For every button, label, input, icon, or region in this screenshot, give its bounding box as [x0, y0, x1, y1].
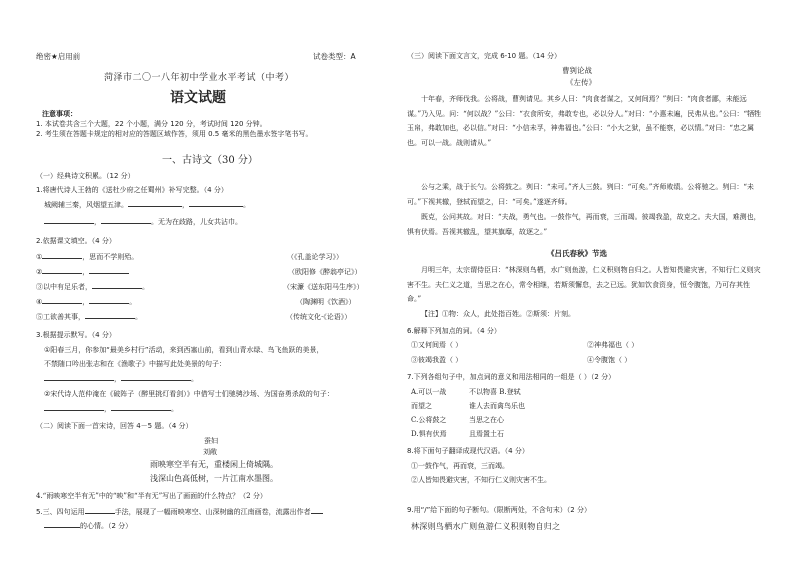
part1-title: 一、古诗文（30 分）: [162, 155, 258, 166]
q2-5: ⑤工欲善其事， 。: [36, 313, 142, 321]
sec3-title: （三）阅读下面文言文，完成 6-10 题。（14 分）: [407, 52, 561, 60]
q1-blank-2[interactable]: [189, 206, 243, 207]
q7-option-a-pair: 不以物喜 B.登轼: [469, 388, 521, 396]
q9-text[interactable]: 林深则鸟栖水广则鱼游仁义积则物自归之: [411, 522, 561, 531]
q3-2a: ②宋代诗人范仲淹在《破阵子（醉里挑灯看剑）》中借写士们驰骋沙场、为国奋勇杀敌的句子：: [44, 390, 334, 398]
text1-title: 曹刿论战: [562, 66, 592, 75]
q2-1-src: （《孔盖论学习》）: [287, 253, 343, 261]
secret-label: 绝密★启用前: [36, 52, 81, 61]
q5-line1: 5.三、四句运用 手法，展现了一幅雨映寒空、山深树幽的江南画卷，流露出作者: [36, 508, 323, 517]
poem-author: 刘敞: [203, 448, 217, 456]
q5-line2: 的心情。（2 分）: [44, 522, 132, 531]
q3-1a: ①阳春三月，你参加“最美乡村行”活动，来到西塞山前，看到山青水绿、鸟飞鱼跃的美景，: [44, 346, 324, 354]
q2-blank-2[interactable]: [42, 273, 82, 274]
text1-para-1: 十年春，齐师伐我。公将战，曹刿请见。其乡人曰：“肉食者谋之，又何间焉？”刿曰：“肉食者鄙，未能远谋。”乃入见。问：“何以战？”公曰：“衣食所安，弗敢专也，必以分人。”对曰：“小惠未遍，民弗从也。”公曰：“牺牲玉帛，弗敢加也，必以信。”对曰：“小信未孚，神弗福也。”公曰：“小大之狱，虽不能察，必以情。”对曰：“忠之属也。可以一战。战则请从。”: [407, 95, 762, 147]
text2-para-1: 月明三年，太宗谓侍臣曰：“林深则鸟栖，水广则鱼游，仁义积则物自归之。人皆知畏避灾害，不知行仁义则灾害不生。夫仁义之道，当思之在心，常令相继，若斯须懈怠，去之已远。犹如饮食资身，恒令腹饱，乃可存其性命。”: [407, 266, 761, 303]
text2-title: 《吕氏春秋》节选: [547, 249, 607, 258]
q1: 1.将唐代诗人王勃的《送杜少府之任蜀州》补写完整。（4 分）: [36, 186, 228, 194]
q7-option-b-pair: 谁人去而禽鸟乐也: [469, 402, 525, 410]
text1-source: 《左传》: [566, 78, 596, 87]
q3-2b: ， 。: [44, 405, 178, 414]
q1-blank-3[interactable]: [44, 223, 94, 224]
poem-line-2: 浅深山色高低树，一片江南水墨图。: [150, 474, 278, 483]
q6-4: ④令腹饱（ ）: [587, 356, 632, 364]
q7-option-c-pair: 当思之在心: [469, 416, 504, 424]
q5-blank-2a[interactable]: [311, 513, 323, 514]
q2-blank-5[interactable]: [85, 318, 135, 319]
q9: 9.用“/”给下面的句子断句。（限断两处，不含句末）（2 分）: [407, 506, 591, 514]
q5-blank-1[interactable]: [85, 513, 115, 514]
q2-blank-1[interactable]: [42, 258, 82, 259]
poem-title: 蚕妇: [204, 437, 218, 445]
subject-title: 语文试题: [170, 90, 226, 106]
q2-4: ④ ， 。: [36, 298, 137, 306]
q8: 8.将下面句子翻译成现代汉语。（4 分）: [407, 447, 529, 455]
q5-blank-2[interactable]: [44, 527, 80, 528]
q3-1b: 不禁随口吟出张志和在《渔歌子》中描写此处美景的句子：: [44, 360, 226, 368]
q1-line2: ， 。无为在歧路，儿女共沾巾。: [44, 218, 242, 227]
q2-3-src: （宋濂《送东阳马生序》）: [283, 283, 364, 291]
q2-1: ① ，思而不学则殆。: [36, 253, 139, 261]
q6-3-answer[interactable]: （ ）: [446, 356, 463, 364]
q1-blank-1[interactable]: [128, 206, 182, 207]
q2-2-src: （欧阳修《醉翁亭记》）: [288, 268, 362, 276]
q6-1-answer[interactable]: （ ）: [446, 341, 463, 349]
text1-para-2: 公与之乘，战于长勺。公将鼓之。刿曰：“未可。”齐人三鼓。刿曰：“可矣。”齐师败绩。公将驰之。刿曰：“未可。”下视其辙，登轼而望之，曰：“可矣。”遂逐齐师。: [407, 183, 754, 206]
q1-blank-4[interactable]: [101, 223, 151, 224]
q7-option-b[interactable]: 而望之: [411, 402, 432, 410]
exam-title: 菏泽市二〇一八年初中学业水平考试（中考）: [104, 73, 295, 83]
q3-blank-2[interactable]: [121, 380, 191, 381]
q1-line1: 城阙辅三秦，风烟望五津。 ， 。: [44, 201, 250, 209]
q7-option-a[interactable]: A.可以一战: [411, 388, 447, 396]
notice-2: 2. 考生须在答题卡规定的相对应的答题区域作答，须用 0.5 毫米的黑色墨水签字笔书写。: [36, 130, 313, 138]
q2: 2.依据课文填空。（4 分）: [36, 237, 116, 245]
q8-1: ①一鼓作气，再而衰，三而竭。: [411, 462, 509, 470]
q6-4-answer[interactable]: （ ）: [615, 356, 632, 364]
q2-4-src: （陶渊明《饮酒》）: [296, 298, 356, 306]
q2-blank-3[interactable]: [92, 288, 142, 289]
q3-1c: ， 。: [44, 375, 198, 384]
q2-blank-4[interactable]: [42, 303, 82, 304]
q2-blank-4b[interactable]: [89, 303, 129, 304]
q3-blank-1[interactable]: [44, 380, 114, 381]
q3: 3.根据提示默写。（4 分）: [36, 331, 116, 339]
paper-type: 试卷类型：A: [313, 52, 356, 61]
right-column: [397, 0, 794, 561]
q7-option-d-pair: 且焉置土石: [469, 430, 504, 438]
q8-2: ②人皆知畏避灾害，不知行仁义则灾害不生。: [411, 476, 551, 484]
q6-1: ①又何间焉（ ）: [411, 341, 463, 349]
notice-1: 1. 本试卷共含三个大题，22 个小题，满分 120 分，考试时间 120 分钟。: [36, 120, 267, 128]
q6-2-answer[interactable]: （ ）: [622, 341, 639, 349]
q7: 7.下列各组句子中，加点词的意义和用法相同的一组是（ ）（2 分）: [407, 373, 616, 381]
q2-3: ③以中有足乐者， 。: [36, 283, 149, 291]
q6-2: ②神弗福也（ ）: [587, 341, 639, 349]
q7-option-d[interactable]: D.惧有伏焉: [411, 430, 447, 438]
sec2-title: （二）阅读下面一首宋诗，回答 4－5 题。（4 分）: [36, 422, 193, 430]
q2-2: ② ，: [36, 268, 129, 277]
q4: 4.“雨映寒空半有无”中的“映”和“半有无”写出了画面的什么特点？（2 分）: [36, 492, 267, 500]
q2-5-src: （传统文化·《论语》）: [286, 313, 352, 321]
note: 【注】①物：众人，此处指百姓。②斯须：片刻。: [421, 310, 575, 318]
notice-title: 注意事项：: [42, 110, 77, 118]
text1-para-3: 既克，公问其故。对曰：“夫战，勇气也。一鼓作气，再而衰，三而竭。彼竭我盈，故克之。夫大国，难测也，惧有伏焉。吾视其辙乱，望其旗靡，故逐之。”: [407, 213, 761, 236]
q3-blank-3[interactable]: [44, 410, 104, 411]
q6: 6.解释下列加点的词。（4 分）: [407, 327, 501, 335]
sec1-title: （一）经典诗文积累。（12 分）: [36, 172, 135, 180]
q7-option-c[interactable]: C.公将鼓之: [411, 416, 447, 424]
poem-line-1: 雨映寒空半有无，重楼闲上倚城隅。: [150, 460, 278, 469]
q2-blank-2b[interactable]: [89, 273, 129, 274]
q6-3: ③彼竭我盈（ ）: [411, 356, 463, 364]
q3-blank-4[interactable]: [111, 410, 171, 411]
